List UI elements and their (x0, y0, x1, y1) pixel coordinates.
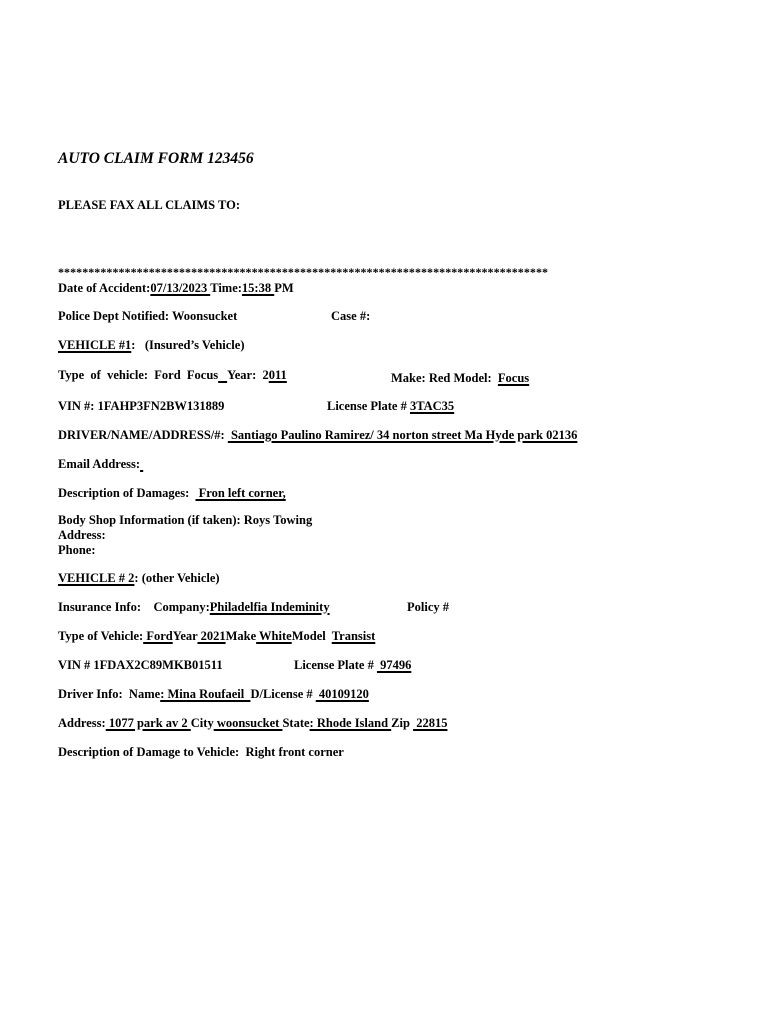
police-dept-label: Police Dept Notified: Woonsucket (58, 309, 238, 323)
vehicle2-address-label: Address: (58, 716, 106, 730)
vehicle1-bodyshop: Body Shop Information (if taken): Roys Towing (58, 513, 313, 527)
vehicle1-year-label: Year: 2 (227, 368, 269, 382)
vehicle2-license-label: D/License # (250, 687, 316, 701)
vehicle1-plate-label: License Plate # (327, 399, 410, 413)
vehicle1-plate-row (327, 399, 454, 414)
vehicle1-damage-label: Description of Damages: (58, 486, 196, 500)
vehicle1-email-row (58, 457, 143, 472)
vehicle1-model-value: Focus (497, 371, 530, 385)
form-title: AUTO CLAIM FORM 123456 (58, 150, 254, 167)
vehicle2-company-value: Philadelfia Indeminity (209, 600, 330, 614)
vehicle2-policy-label: Policy # (407, 600, 450, 614)
vehicle2-driver-label: Driver Info: Name (58, 687, 161, 701)
vehicle2-city-value: woonsucket (213, 716, 283, 730)
separator-line: ********************************************************************************* (58, 265, 549, 279)
vehicle2-state-value: : Rhode Island (309, 716, 392, 730)
vehicle1-make-row (391, 371, 529, 386)
vehicle1-address: Address: (58, 528, 106, 542)
accident-time-value: 15:38 (241, 281, 275, 295)
vehicle1-heading: VEHICLE #1 (58, 338, 132, 352)
case-number-label: Case #: (331, 309, 371, 323)
accident-time-label: Time: (210, 281, 242, 295)
vehicle1-driver-row (58, 428, 577, 443)
vehicle2-driver-row (58, 687, 369, 702)
vehicle2-city-label: City (190, 716, 214, 730)
vehicle2-type-value: Ford (143, 629, 173, 643)
vehicle2-model-value: Transist (331, 629, 376, 643)
vehicle1-type-blank (218, 368, 227, 382)
vehicle1-phone: Phone: (58, 543, 96, 557)
vehicle2-model-label: Model (291, 629, 332, 643)
vehicle1-email-value (140, 457, 143, 471)
vehicle1-driver-label: DRIVER/NAME/ADDRESS/#: (58, 428, 228, 442)
vehicle1-heading-row (58, 338, 245, 353)
vehicle2-make-value: White (256, 629, 292, 643)
vehicle2-insurance-row (58, 600, 330, 615)
vehicle1-make-label: Make: Red Model: (391, 371, 498, 385)
vehicle2-damage-description: Description of Damage to Vehicle: Right front corner (58, 745, 344, 759)
vehicle1-type-row (58, 368, 287, 383)
vehicle2-plate-value: 97496 (376, 658, 412, 672)
vehicle2-type-row (58, 629, 375, 644)
accident-date-label: Date of Accident: (58, 281, 151, 295)
vehicle1-vin: VIN #: 1FAHP3FN2BW131889 (58, 399, 225, 413)
vehicle1-year-value: 011 (268, 368, 287, 382)
accident-time-suffix: PM (274, 281, 294, 295)
vehicle2-heading: VEHICLE # 2 (58, 571, 135, 585)
vehicle1-heading-note: (Insured’s Vehicle) (135, 338, 245, 352)
vehicle2-year-value: 2021 (197, 629, 226, 643)
vehicle2-plate-row (294, 658, 411, 673)
vehicle2-type-label: Type of Vehicle: (58, 629, 144, 643)
vehicle2-zip-value: 22815 (413, 716, 448, 730)
vehicle2-plate-label: License Plate # (294, 658, 377, 672)
vehicle2-insurance-label: Insurance Info: Company: (58, 600, 210, 614)
vehicle1-email-label: Email Address: (58, 457, 141, 471)
vehicle2-vin: VIN # 1FDAX2C89MKB01511 (58, 658, 223, 672)
vehicle2-address-value: 1077 park av 2 (105, 716, 191, 730)
vehicle2-address-row (58, 716, 447, 731)
vehicle2-year-label: Year (172, 629, 198, 643)
accident-date-value: 07/13/2023 (150, 281, 211, 295)
accident-date-row (58, 281, 294, 296)
vehicle1-heading-colon: : (131, 338, 136, 352)
vehicle2-heading-row (58, 571, 220, 586)
vehicle1-plate-value: 3TAC35 (409, 399, 455, 413)
vehicle1-damage-row (58, 486, 286, 501)
vehicle2-heading-note: : (other Vehicle) (134, 571, 220, 585)
vehicle1-damage-value: Fron left corner, (195, 486, 286, 500)
vehicle1-driver-value: Santiago Paulino Ramirez/ 34 norton street Ma Hyde park 02136 (227, 428, 578, 442)
vehicle2-make-label: Make (225, 629, 257, 643)
vehicle1-type-label: Type of vehicle: Ford Focus (58, 368, 219, 382)
vehicle2-zip-label: Zip (391, 716, 414, 730)
vehicle2-driver-name-value: : Mina Roufaeil (160, 687, 251, 701)
fax-instruction: PLEASE FAX ALL CLAIMS TO: (58, 198, 240, 212)
vehicle2-license-value: 40109120 (315, 687, 369, 701)
vehicle2-state-label: State (282, 716, 310, 730)
